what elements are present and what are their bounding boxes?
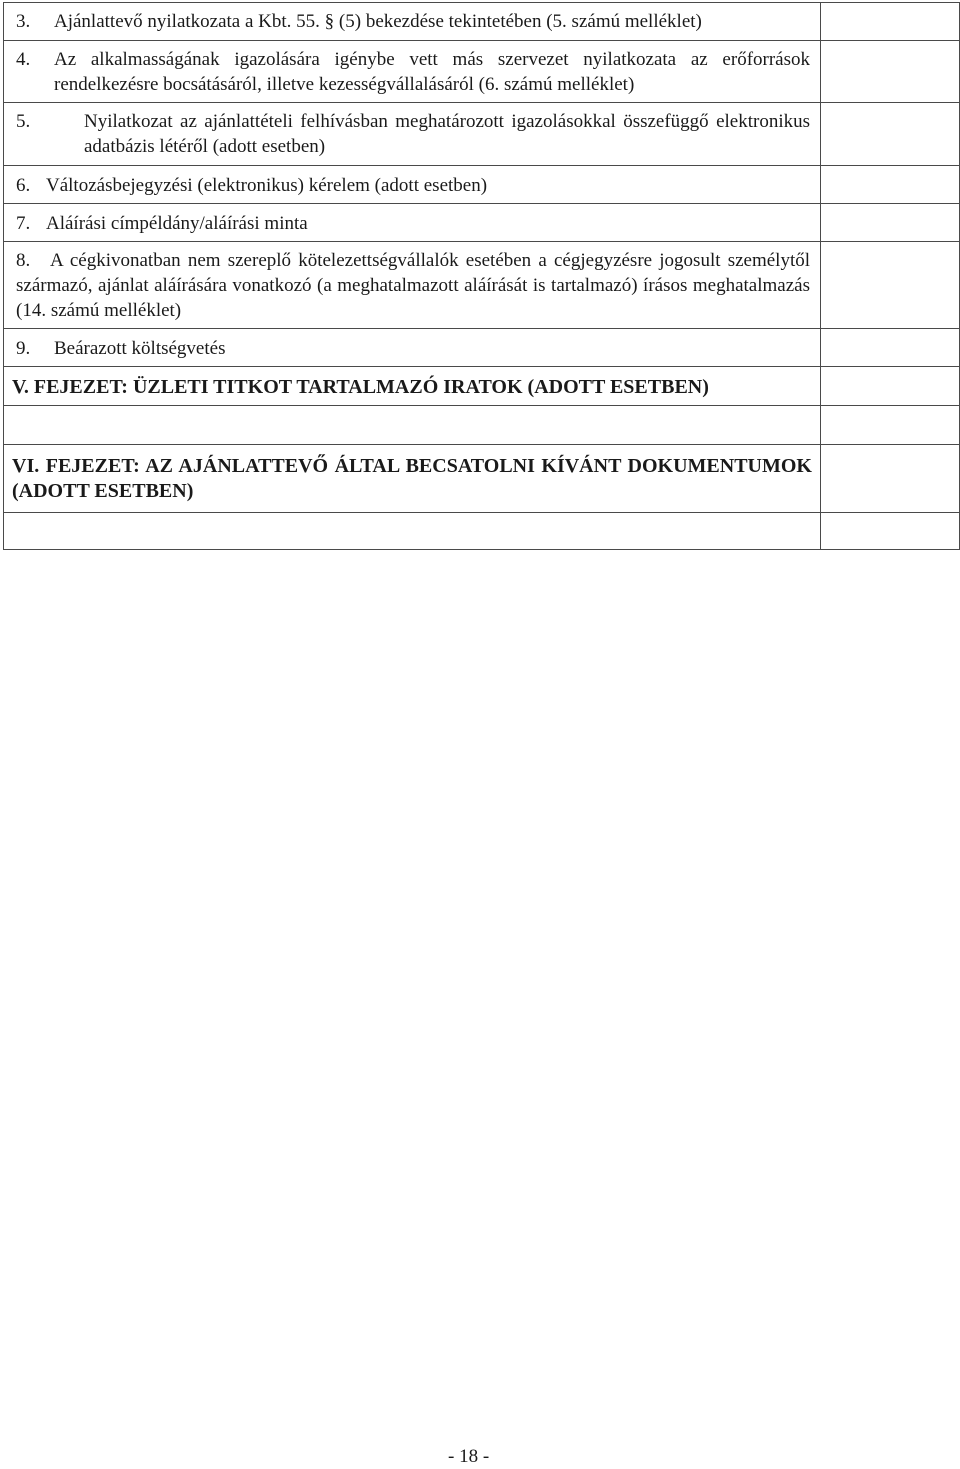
blank-cell [821,103,960,166]
item-cell [4,329,821,367]
blank-cell [4,513,821,550]
table-row [4,242,960,329]
blank-cell [821,166,960,204]
item-number: 7. [16,213,31,234]
item-text: Az alkalmasságának igazolására igénybe vett más szervezet nyilatkozata az erőforrások rendelkezésre bocsátásáról, illetve kezességvállalásáról (6. számú melléklet) [54,49,810,95]
blank-cell [821,406,960,445]
item-text: Változásbejegyzési (elektronikus) kérelem (adott esetben) [46,175,488,196]
item-text: Nyilatkozat az ajánlattételi felhívásban meghatározott igazolásokkal összefüggő elektronikus adatbázis létéről (adott esetben) [84,111,810,157]
table-row [4,406,960,445]
table-row [4,445,960,513]
item-cell [4,242,821,329]
item-number: 9. [16,338,31,359]
document-table [3,2,960,550]
item-text: A cégkivonatban nem szereplő kötelezettségvállalók esetében a cégjegyzésre jogosult személytől származó, ajánlat aláírására vonatkozó (a meghatalmazott aláírását is tartalmazó) írásos meghatalmazás (14. számú melléklet) [16,250,810,321]
blank-cell [821,3,960,41]
table-row [4,204,960,242]
table-row [4,3,960,41]
table-row [4,513,960,550]
table-row [4,103,960,166]
blank-cell [821,367,960,406]
table-row [4,166,960,204]
item-number: 3. [16,11,31,32]
item-text: Aláírási címpéldány/aláírási minta [46,213,308,234]
item-number: 8. [16,250,31,271]
table-row [4,329,960,367]
item-number: 4. [16,49,31,70]
blank-cell [821,445,960,513]
page-number: - 18 - [448,1446,490,1467]
item-cell [4,41,821,103]
blank-cell [821,41,960,103]
table-row [4,41,960,103]
chapter-heading: VI. FEJEZET: AZ AJÁNLATTEVŐ ÁLTAL BECSATOLNI KÍVÁNT DOKUMENTUMOK (ADOTT ESETBEN) [12,455,812,502]
chapter-heading: V. FEJEZET: ÜZLETI TITKOT TARTALMAZÓ IRATOK (ADOTT ESETBEN) [12,376,709,398]
chapter-cell [4,445,821,513]
chapter-cell [4,367,821,406]
table-row [4,367,960,406]
item-text: Ajánlattevő nyilatkozata a Kbt. 55. § (5) bekezdése tekintetében (5. számú melléklet) [54,11,702,32]
item-cell [4,204,821,242]
item-cell [4,103,821,166]
blank-cell [821,204,960,242]
item-cell [4,166,821,204]
item-number: 5. [16,111,31,132]
blank-cell [821,513,960,550]
item-number: 6. [16,175,31,196]
item-text: Beárazott költségvetés [54,338,226,359]
item-cell [4,3,821,41]
blank-cell [821,329,960,367]
blank-cell [821,242,960,329]
blank-cell [4,406,821,445]
